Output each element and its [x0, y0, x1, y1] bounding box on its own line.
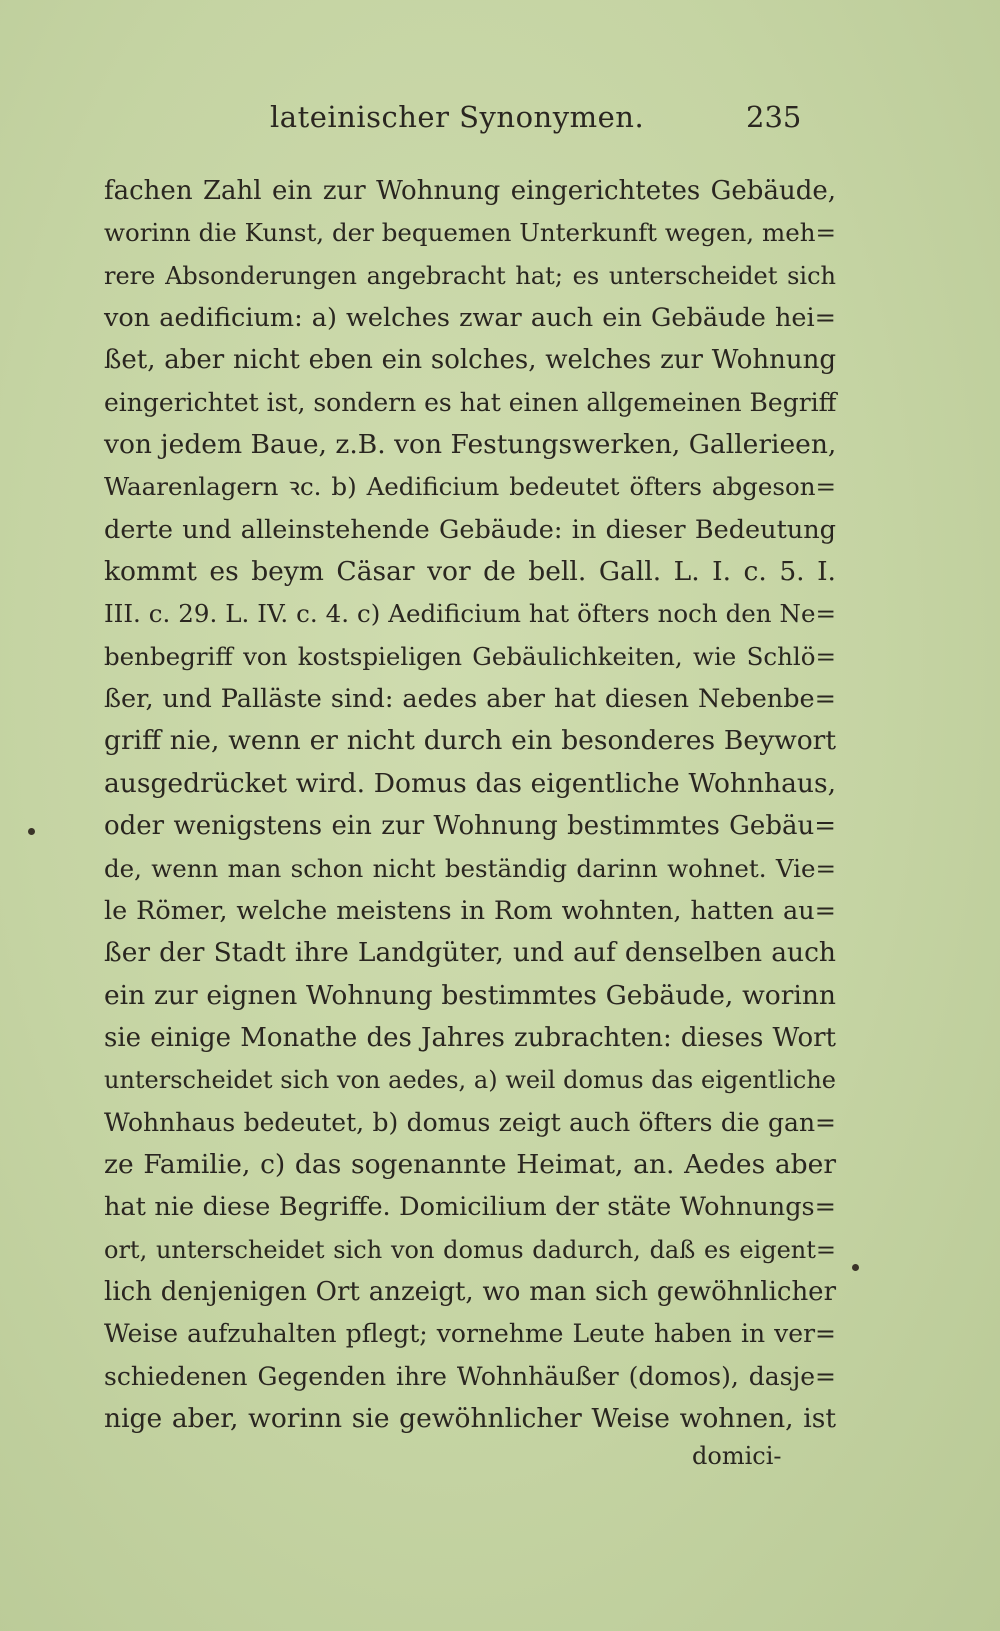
- text-line: ßer der Stadt ihre Landgüter, und auf denselben auch: [104, 937, 836, 969]
- text-line: Weise aufzuhalten pflegt; vornehme Leute haben in ver=: [104, 1319, 836, 1349]
- text-line: von aedificium: a) welches zwar auch ein Gebäude hei=: [104, 303, 836, 334]
- text-line: worinn die Kunst, der bequemen Unterkunft wegen, meh=: [104, 218, 836, 248]
- text-line: Wohnhaus bedeutet, b) domus zeigt auch öfters die gan=: [104, 1107, 836, 1137]
- text-line: derte und alleinstehende Gebäude: in dieser Bedeutung: [104, 514, 836, 545]
- text-line: griff nie, wenn er nicht durch ein besonderes Beywort: [104, 725, 836, 757]
- running-head: [0, 100, 1000, 140]
- text-line: lich denjenigen Ort anzeigt, wo man sich gewöhnlicher: [104, 1276, 836, 1307]
- text-line: von jedem Baue, z.B. von Festungswerken, Gallerieen,: [104, 429, 837, 461]
- text-line: ze Familie, c) das sogenannte Heimat, an. Aedes aber: [104, 1148, 836, 1180]
- margin-mark: [852, 1264, 859, 1271]
- text-line: schiedenen Gegenden ihre Wohnhäußer (domos), dasje=: [104, 1361, 836, 1391]
- text-line: sie einige Monathe des Jahres zubrachten: dieses Wort: [104, 1022, 836, 1053]
- running-title: lateinischer Synonymen.: [270, 100, 645, 134]
- text-line: ßer, und Palläste sind: aedes aber hat diesen Nebenbe=: [104, 684, 836, 715]
- text-line: kommt es beym Cäsar vor de bell. Gall. L. I. c. 5. I.: [104, 556, 836, 588]
- text-line: le Römer, welche meistens in Rom wohnten, hatten au=: [104, 895, 836, 926]
- text-line: nige aber, worinn sie gewöhnlicher Weise wohnen, ist: [104, 1402, 836, 1434]
- text-line: unterscheidet sich von aedes, a) weil domus das eigentliche: [104, 1066, 836, 1095]
- text-line: ort, unterscheidet sich von domus dadurch, daß es eigent=: [104, 1235, 836, 1264]
- text-line: rere Absonderungen angebracht hat; es unterscheidet sich: [104, 261, 836, 290]
- body-text: [104, 170, 836, 1440]
- text-line: Waarenlagern ꝛc. b) Aedificium bedeutet öfters abgeson=: [104, 472, 836, 502]
- text-line: benbegriff von kostspieligen Gebäulichkeiten, wie Schlö=: [104, 641, 836, 671]
- text-line: ausgedrücket wird. Domus das eigentliche Wohnhaus,: [104, 767, 836, 799]
- text-line: oder wenigstens ein zur Wohnung bestimmtes Gebäu=: [104, 811, 836, 842]
- text-line: fachen Zahl ein zur Wohnung eingerichtetes Gebäude,: [104, 176, 836, 206]
- text-line: de, wenn man schon nicht beständig darinn wohnet. Vie=: [104, 853, 836, 883]
- text-line: hat nie diese Begriffe. Domicilium der stäte Wohnungs=: [104, 1192, 836, 1223]
- text-line: III. c. 29. L. IV. c. 4. c) Aedificium hat öfters noch den Ne=: [104, 599, 836, 629]
- page-number: 235: [746, 100, 802, 134]
- text-line: ßet, aber nicht eben ein solches, welches zur Wohnung: [104, 345, 836, 376]
- text-line: eingerichtet ist, sondern es hat einen allgemeinen Begriff: [104, 387, 837, 417]
- catchword: domici-: [692, 1442, 782, 1470]
- margin-mark: [28, 828, 35, 835]
- text-line: ein zur eignen Wohnung bestimmtes Gebäude, worinn: [104, 979, 836, 1011]
